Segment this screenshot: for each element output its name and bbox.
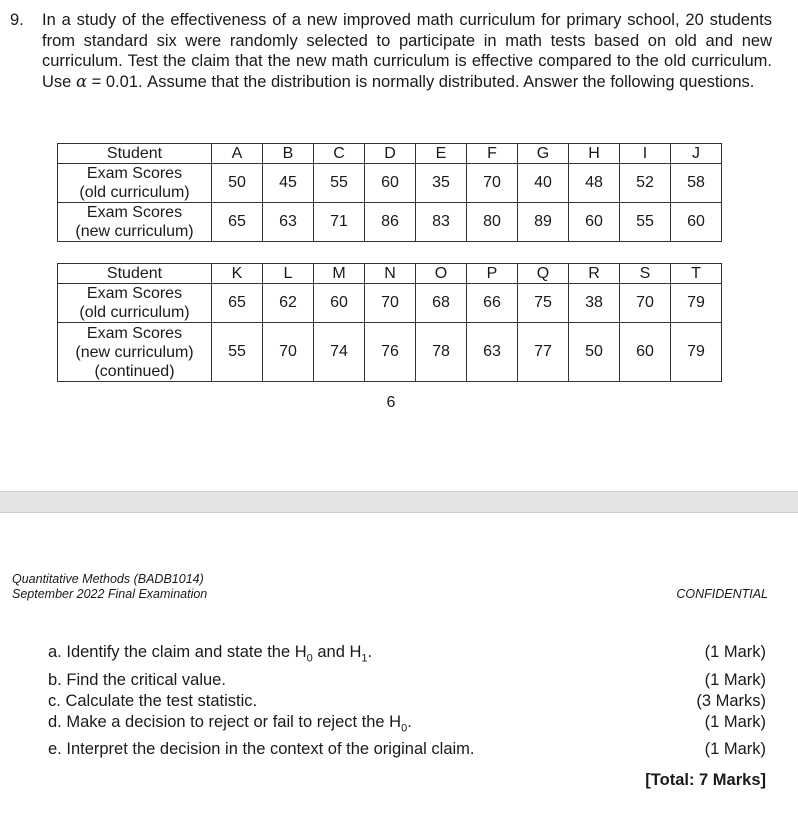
new-scores-label-line2: (new curriculum)	[75, 223, 194, 240]
new-score-cell: 83	[416, 203, 467, 242]
question-parts	[48, 642, 766, 761]
footer-classification: CONFIDENTIAL	[676, 587, 768, 601]
part-e-text-main: Interpret the decision in the context of the original claim.	[66, 740, 475, 759]
part-letter: e.	[48, 740, 62, 759]
new-score-cell: 78	[416, 323, 467, 382]
part-c-text	[48, 691, 257, 712]
total-marks: [Total: 7 Marks]	[645, 771, 766, 789]
old-score-cell: 48	[569, 164, 620, 203]
old-scores-label-line2: (old curriculum)	[79, 184, 190, 201]
old-score-cell: 40	[518, 164, 569, 203]
question-block	[10, 10, 772, 92]
old-score-cell: 55	[314, 164, 365, 203]
h0-subscript: 0	[401, 722, 408, 735]
new-score-cell: 70	[263, 323, 314, 382]
scores-table-1	[57, 143, 722, 242]
student-cell: E	[416, 144, 467, 164]
new-score-cell: 63	[263, 203, 314, 242]
footer-exam: September 2022 Final Examination	[12, 587, 208, 601]
student-row	[58, 264, 722, 284]
part-e	[48, 739, 766, 760]
student-cell: T	[671, 264, 722, 284]
old-score-cell: 70	[620, 284, 671, 323]
new-score-cell: 76	[365, 323, 416, 382]
old-score-cell: 79	[671, 284, 722, 323]
student-cell: K	[212, 264, 263, 284]
part-c-text-main: Calculate the test statistic.	[65, 691, 258, 710]
new-score-cell: 77	[518, 323, 569, 382]
student-cell: L	[263, 264, 314, 284]
alpha-symbol: α	[75, 71, 88, 91]
student-cell: B	[263, 144, 314, 164]
new-score-cell: 79	[671, 323, 722, 382]
part-b-text-main: Find the critical value.	[66, 670, 226, 689]
part-c-marks: (3 Marks)	[696, 691, 766, 710]
new-score-cell: 86	[365, 203, 416, 242]
part-c	[48, 691, 766, 712]
part-e-text	[48, 739, 475, 760]
old-scores-label	[58, 284, 212, 323]
new-scores-label-line1: Exam Scores	[86, 324, 183, 342]
old-scores-row	[58, 164, 722, 203]
student-cell: C	[314, 144, 365, 164]
student-cell: N	[365, 264, 416, 284]
old-score-cell: 75	[518, 284, 569, 323]
h1-subscript: 1	[361, 652, 368, 665]
part-letter: c.	[48, 691, 61, 710]
alpha-value: = 0.01	[87, 72, 139, 91]
h0-subscript: 0	[306, 652, 313, 665]
student-cell: J	[671, 144, 722, 164]
part-letter: b.	[48, 670, 62, 689]
part-d-text-main: Make a decision to reject or fail to reject the H	[66, 712, 402, 731]
old-score-cell: 38	[569, 284, 620, 323]
new-scores-label-line3: (continued)	[94, 362, 175, 380]
new-scores-label-line1: Exam Scores	[86, 204, 183, 221]
scores-table-2	[57, 263, 722, 382]
part-b	[48, 670, 766, 691]
old-scores-label-line1: Exam Scores	[86, 285, 183, 302]
student-cell: S	[620, 264, 671, 284]
part-d	[48, 712, 766, 740]
old-scores-row	[58, 284, 722, 323]
part-a-text-main: Identify the claim and state the H	[66, 643, 307, 661]
new-score-cell: 50	[569, 323, 620, 382]
part-d-text	[48, 712, 412, 740]
new-score-cell: 55	[212, 323, 263, 382]
part-letter: d.	[48, 712, 62, 731]
student-cell: F	[467, 144, 518, 164]
old-score-cell: 65	[212, 284, 263, 323]
old-score-cell: 52	[620, 164, 671, 203]
part-a-marks: (1 Mark)	[704, 643, 766, 661]
old-score-cell: 35	[416, 164, 467, 203]
student-cell: D	[365, 144, 416, 164]
question-text	[42, 10, 772, 92]
old-scores-label-line2: (old curriculum)	[79, 304, 190, 321]
old-score-cell: 58	[671, 164, 722, 203]
part-letter: a.	[48, 643, 62, 661]
old-scores-label-line1: Exam Scores	[86, 165, 183, 182]
footer-course-info	[12, 572, 207, 602]
student-cell: A	[212, 144, 263, 164]
new-score-cell: 60	[620, 323, 671, 382]
old-score-cell: 50	[212, 164, 263, 203]
student-cell: R	[569, 264, 620, 284]
student-header: Student	[58, 264, 212, 284]
old-score-cell: 66	[467, 284, 518, 323]
footer-course: Quantitative Methods (BADB1014)	[12, 572, 204, 586]
part-a-text	[48, 642, 372, 670]
new-score-cell: 65	[212, 203, 263, 242]
student-cell: M	[314, 264, 365, 284]
student-cell: I	[620, 144, 671, 164]
part-a-text-end: .	[367, 643, 373, 661]
old-score-cell: 45	[263, 164, 314, 203]
student-cell: H	[569, 144, 620, 164]
new-scores-label-line2: (new curriculum)	[75, 343, 194, 361]
old-score-cell: 70	[467, 164, 518, 203]
part-a	[48, 642, 766, 670]
old-score-cell: 60	[365, 164, 416, 203]
old-score-cell: 70	[365, 284, 416, 323]
old-score-cell: 68	[416, 284, 467, 323]
student-cell: G	[518, 144, 569, 164]
student-header: Student	[58, 144, 212, 164]
new-scores-label	[58, 323, 212, 382]
old-score-cell: 60	[314, 284, 365, 323]
old-scores-label	[58, 164, 212, 203]
question-text-part1: In a study of the effectiveness of a new improved math curriculum for primary school, 20 students from standard six were randomly selected to participate in math tests based on old and new curriculum. Test the claim that the new math curriculum is effective compared to the old curriculum. Use	[42, 11, 772, 91]
new-score-cell: 71	[314, 203, 365, 242]
part-a-text-mid: and H	[312, 643, 362, 661]
new-scores-row	[58, 323, 722, 382]
new-scores-label	[58, 203, 212, 242]
page-break-divider	[0, 491, 798, 513]
student-row	[58, 144, 722, 164]
new-score-cell: 55	[620, 203, 671, 242]
page-number: 6	[386, 394, 396, 411]
question-number: 9.	[10, 11, 24, 29]
new-score-cell: 89	[518, 203, 569, 242]
new-score-cell: 60	[569, 203, 620, 242]
new-score-cell: 63	[467, 323, 518, 382]
new-score-cell: 74	[314, 323, 365, 382]
part-d-marks: (1 Mark)	[704, 712, 766, 731]
part-b-text	[48, 670, 226, 691]
new-scores-row	[58, 203, 722, 242]
old-score-cell: 62	[263, 284, 314, 323]
question-text-part2: . Assume that the distribution is normally distributed. Answer the following questions.	[138, 72, 755, 91]
part-d-text-end: .	[407, 712, 412, 731]
student-cell: P	[467, 264, 518, 284]
part-b-marks: (1 Mark)	[704, 670, 766, 689]
new-score-cell: 60	[671, 203, 722, 242]
student-cell: Q	[518, 264, 569, 284]
student-cell: O	[416, 264, 467, 284]
new-score-cell: 80	[467, 203, 518, 242]
part-e-marks: (1 Mark)	[704, 740, 766, 759]
